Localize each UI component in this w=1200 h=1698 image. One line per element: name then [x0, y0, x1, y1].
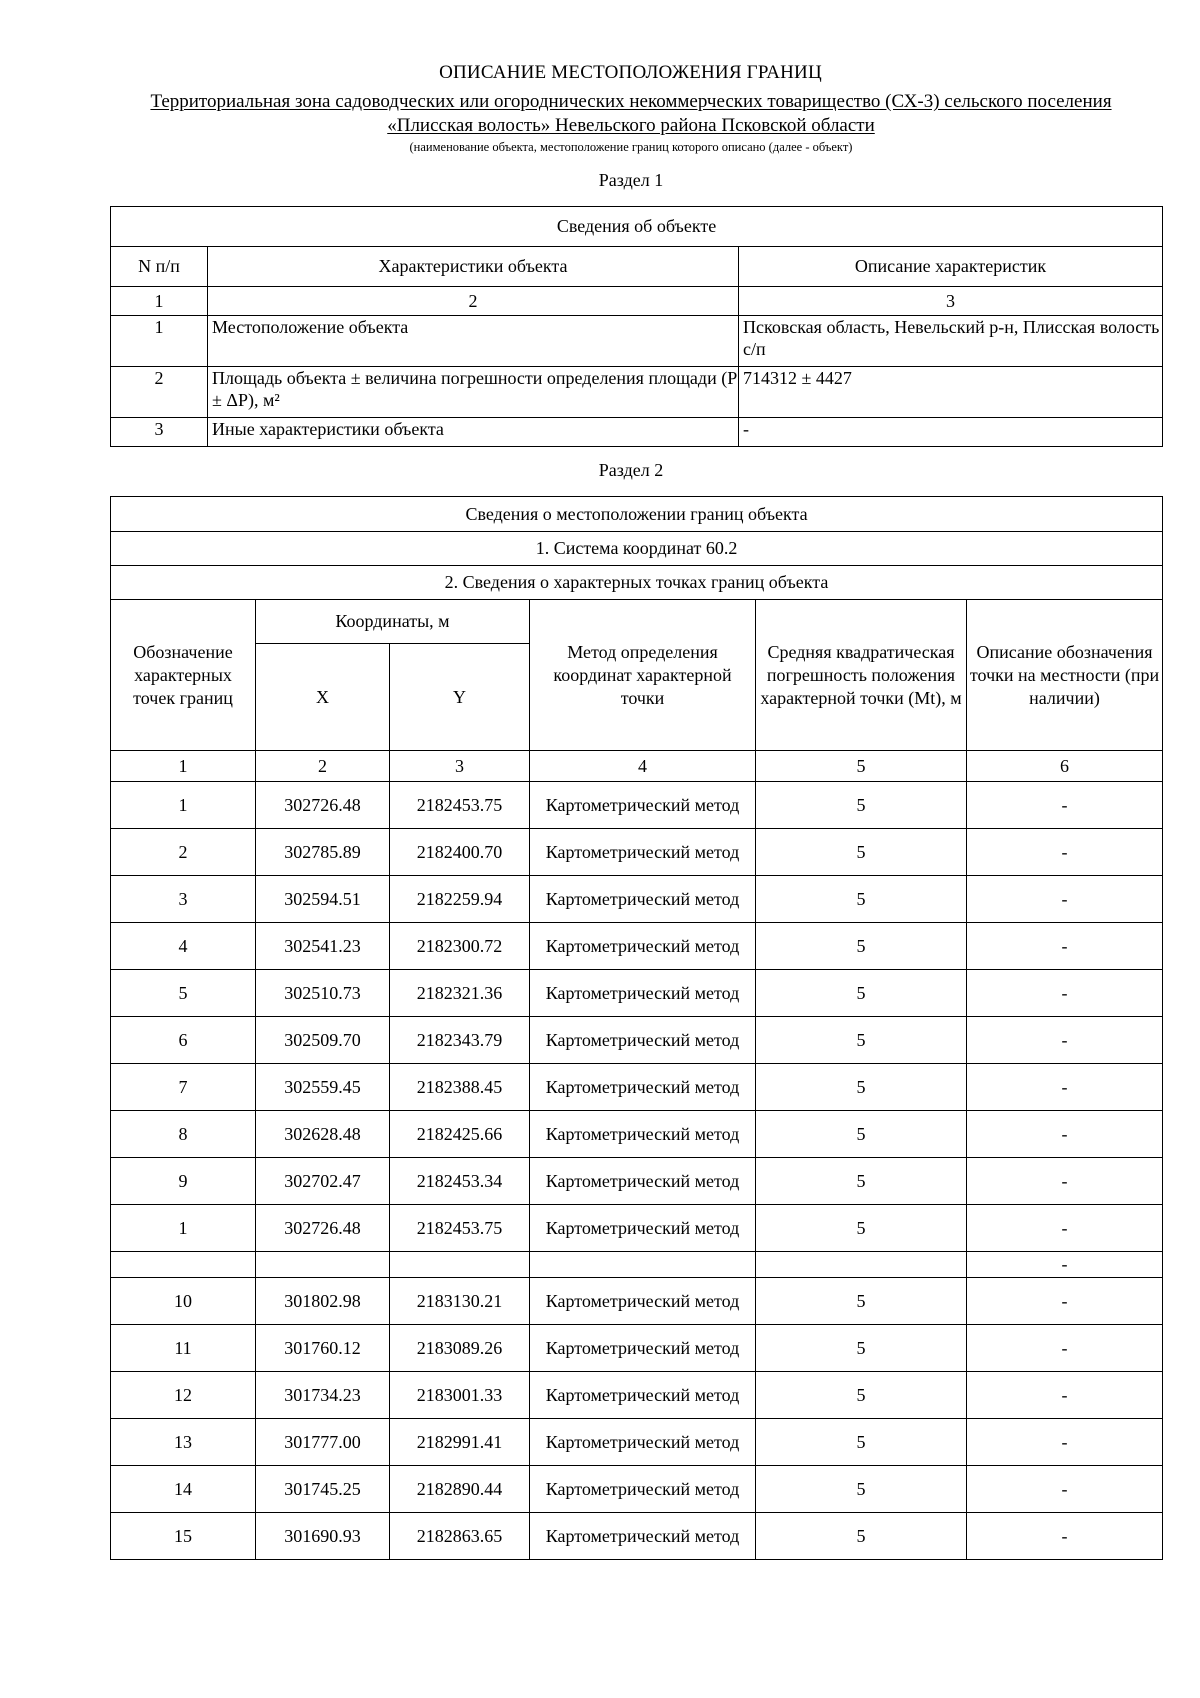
coord-x: 301734.23 [256, 1372, 390, 1419]
coord-x: 302509.70 [256, 1017, 390, 1064]
mt-value: 5 [756, 1278, 967, 1325]
coord-y: 2182425.66 [390, 1111, 530, 1158]
coord-x: 302541.23 [256, 923, 390, 970]
point-label: 2 [111, 829, 256, 876]
point-label: 15 [111, 1513, 256, 1560]
point-label: 5 [111, 970, 256, 1017]
header-characteristic: Характеристики объекта [208, 247, 739, 287]
point-description: - [967, 876, 1163, 923]
mt-value: 5 [756, 1017, 967, 1064]
point-label: 4 [111, 923, 256, 970]
column-number: 6 [967, 751, 1163, 782]
column-number: 3 [739, 287, 1163, 316]
column-number: 4 [530, 751, 756, 782]
method: Картометрический метод [530, 829, 756, 876]
method: Картометрический метод [530, 970, 756, 1017]
coord-x: 302726.48 [256, 782, 390, 829]
mt-value: 5 [756, 1372, 967, 1419]
point-description: - [967, 1158, 1163, 1205]
method: Картометрический метод [530, 1278, 756, 1325]
method: Картометрический метод [530, 923, 756, 970]
coord-x: 302628.48 [256, 1111, 390, 1158]
coord-x: 301777.00 [256, 1419, 390, 1466]
coord-x: 302702.47 [256, 1158, 390, 1205]
point-description: - [967, 1205, 1163, 1252]
point-description: - [967, 1513, 1163, 1560]
column-number: 3 [390, 751, 530, 782]
point-label: 10 [111, 1278, 256, 1325]
coord-x: 302510.73 [256, 970, 390, 1017]
method: Картометрический метод [530, 1111, 756, 1158]
mt-value: 5 [756, 1111, 967, 1158]
point-label: 11 [111, 1325, 256, 1372]
method: Картометрический метод [530, 1158, 756, 1205]
coord-y: 2182991.41 [390, 1419, 530, 1466]
coord-x: 301690.93 [256, 1513, 390, 1560]
point-description: - [967, 1419, 1163, 1466]
table-row [111, 1466, 1163, 1513]
table-row [111, 1513, 1163, 1560]
coord-x: 302785.89 [256, 829, 390, 876]
point-description: - [967, 1466, 1163, 1513]
table-row [111, 1064, 1163, 1111]
point-label: 3 [111, 876, 256, 923]
point-description: - [967, 829, 1163, 876]
method: Картометрический метод [530, 1419, 756, 1466]
mt-value: 5 [756, 782, 967, 829]
coord-y: 2182453.75 [390, 1205, 530, 1252]
table-row [111, 876, 1163, 923]
mt-value: 5 [756, 876, 967, 923]
point-label: 12 [111, 1372, 256, 1419]
method: Картометрический метод [530, 1466, 756, 1513]
method: Картометрический метод [530, 1372, 756, 1419]
method: Картометрический метод [530, 876, 756, 923]
header-method: Метод определения координат характерной точки [530, 600, 756, 751]
mt-value: 5 [756, 970, 967, 1017]
mt-value: 5 [756, 829, 967, 876]
point-description: - [967, 970, 1163, 1017]
mt-value: 5 [756, 1513, 967, 1560]
method [530, 1252, 756, 1278]
header-error: Средняя квадратическая погрешность положения характерной точки (Mt), м [756, 600, 967, 751]
mt-value [756, 1252, 967, 1278]
row-number: 2 [111, 367, 208, 418]
column-number: 5 [756, 751, 967, 782]
mt-value: 5 [756, 1419, 967, 1466]
point-label: 6 [111, 1017, 256, 1064]
coord-x: 301745.25 [256, 1466, 390, 1513]
table-row [111, 829, 1163, 876]
column-number: 2 [256, 751, 390, 782]
table-row [111, 1252, 1163, 1278]
object-info-table [110, 206, 1163, 447]
point-description: - [967, 782, 1163, 829]
header-y: Y [390, 644, 530, 751]
table-row [111, 418, 1163, 447]
point-label: 1 [111, 782, 256, 829]
table-row [111, 1372, 1163, 1419]
point-description: - [967, 1252, 1163, 1278]
point-description: - [967, 1325, 1163, 1372]
method: Картометрический метод [530, 1513, 756, 1560]
method: Картометрический метод [530, 1017, 756, 1064]
coord-x: 302594.51 [256, 876, 390, 923]
point-description: - [967, 1017, 1163, 1064]
point-description: - [967, 1111, 1163, 1158]
object-info-table-title: Сведения об объекте [111, 207, 1163, 247]
object-name [100, 90, 1162, 138]
coord-y [390, 1252, 530, 1278]
header-x: X [256, 644, 390, 751]
section1-title: Раздел 1 [598, 170, 664, 190]
row-characteristic: Местоположение объекта [208, 316, 739, 367]
mt-value: 5 [756, 1466, 967, 1513]
coord-x: 301802.98 [256, 1278, 390, 1325]
point-label: 1 [111, 1205, 256, 1252]
table-row [111, 923, 1163, 970]
point-label: 8 [111, 1111, 256, 1158]
coord-y: 2182343.79 [390, 1017, 530, 1064]
point-label: 14 [111, 1466, 256, 1513]
coord-y: 2182321.36 [390, 970, 530, 1017]
point-label: 13 [111, 1419, 256, 1466]
row-characteristic: Площадь объекта ± величина погрешности определения площади (P ± ΔP), м² [208, 367, 739, 418]
mt-value: 5 [756, 923, 967, 970]
table-row [111, 1278, 1163, 1325]
points-title: 2. Сведения о характерных точках границ объекта [111, 566, 1163, 600]
section2-title: Раздел 2 [598, 460, 664, 480]
row-number: 1 [111, 316, 208, 367]
table-row [111, 367, 1163, 418]
coordinate-system: 1. Система координат 60.2 [111, 532, 1163, 566]
boundary-points-table [110, 496, 1163, 1560]
coord-x [256, 1252, 390, 1278]
column-number: 1 [111, 751, 256, 782]
coord-y: 2182863.65 [390, 1513, 530, 1560]
header-n: N п/п [111, 247, 208, 287]
method: Картометрический метод [530, 1325, 756, 1372]
mt-value: 5 [756, 1325, 967, 1372]
row-description: Псковская область, Невельский р-н, Плисская волость с/п [739, 316, 1163, 367]
coord-y: 2183001.33 [390, 1372, 530, 1419]
coord-y: 2182890.44 [390, 1466, 530, 1513]
mt-value: 5 [756, 1158, 967, 1205]
mt-value: 5 [756, 1064, 967, 1111]
coord-x: 302559.45 [256, 1064, 390, 1111]
object-name-line2: «Плисская волость» Невельского района Псковской области [387, 115, 875, 136]
header-coords: Координаты, м [256, 600, 530, 644]
coord-y: 2183089.26 [390, 1325, 530, 1372]
header-point-description: Описание обозначения точки на местности (при наличии) [967, 600, 1163, 751]
row-description: 714312 ± 4427 [739, 367, 1163, 418]
object-name-line1: Территориальная зона садоводческих или огороднических некоммерческих товарищество (СХ-3) сельского поселения [150, 91, 1112, 112]
method: Картометрический метод [530, 1064, 756, 1111]
point-label: 9 [111, 1158, 256, 1205]
object-caption: (наименование объекта, местоположение границ которого описано (далее - объект) [409, 140, 853, 154]
method: Картометрический метод [530, 782, 756, 829]
point-description: - [967, 1372, 1163, 1419]
point-label: 7 [111, 1064, 256, 1111]
row-characteristic: Иные характеристики объекта [208, 418, 739, 447]
table-row [111, 1158, 1163, 1205]
point-description: - [967, 1064, 1163, 1111]
point-description: - [967, 1278, 1163, 1325]
coord-y: 2182453.34 [390, 1158, 530, 1205]
boundary-table-title: Сведения о местоположении границ объекта [111, 497, 1163, 532]
coord-y: 2182400.70 [390, 829, 530, 876]
point-description: - [967, 923, 1163, 970]
table-row [111, 1205, 1163, 1252]
column-number: 1 [111, 287, 208, 316]
table-row [111, 782, 1163, 829]
table-row [111, 970, 1163, 1017]
table-row [111, 316, 1163, 367]
header-point: Обозначение характерных точек границ [111, 600, 256, 751]
point-label [111, 1252, 256, 1278]
table-row [111, 1111, 1163, 1158]
row-description: - [739, 418, 1163, 447]
table-row [111, 1325, 1163, 1372]
coord-y: 2182453.75 [390, 782, 530, 829]
table-row [111, 1419, 1163, 1466]
coord-y: 2182388.45 [390, 1064, 530, 1111]
document-title: ОПИСАНИЕ МЕСТОПОЛОЖЕНИЯ ГРАНИЦ [439, 62, 822, 83]
row-number: 3 [111, 418, 208, 447]
coord-y: 2182300.72 [390, 923, 530, 970]
table-row [111, 1017, 1163, 1064]
column-number: 2 [208, 287, 739, 316]
method: Картометрический метод [530, 1205, 756, 1252]
mt-value: 5 [756, 1205, 967, 1252]
header-description: Описание характеристик [739, 247, 1163, 287]
coord-x: 301760.12 [256, 1325, 390, 1372]
coord-y: 2182259.94 [390, 876, 530, 923]
coord-y: 2183130.21 [390, 1278, 530, 1325]
coord-x: 302726.48 [256, 1205, 390, 1252]
